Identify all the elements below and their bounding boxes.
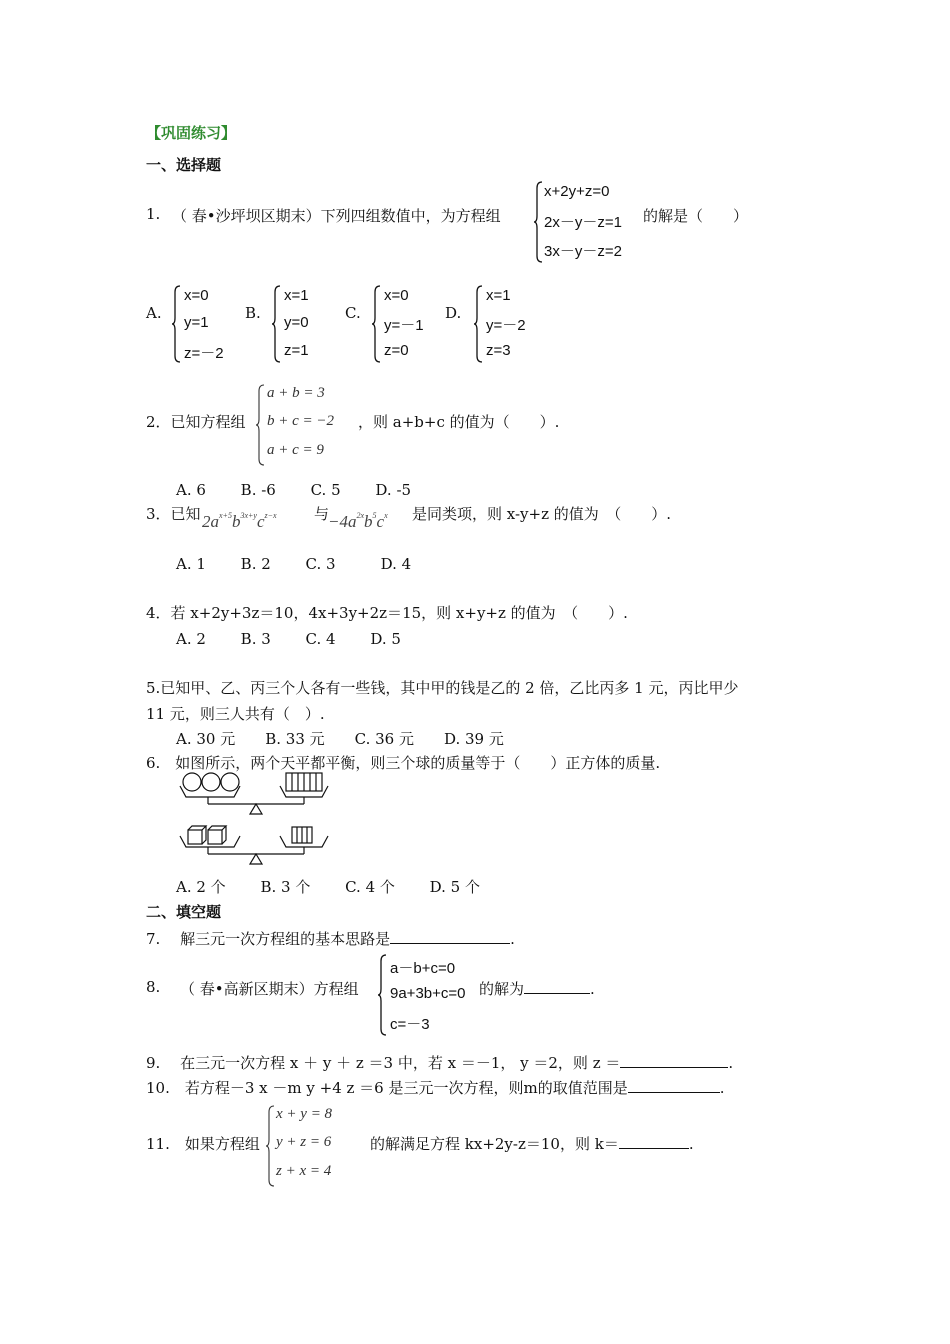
- q11-text: 11. 如果方程组: [146, 1135, 260, 1153]
- q8-eq: c=－3: [390, 1016, 430, 1033]
- answer-blank: [390, 929, 510, 944]
- option-line: z=－2: [184, 345, 224, 362]
- q8-system: [378, 953, 488, 1037]
- section-fill-title: 二、填空题: [146, 903, 222, 921]
- q11-eq: y + z = 6: [276, 1134, 332, 1150]
- q8-text: （ 春•高新区期末）方程组: [180, 980, 359, 998]
- q4-options: A. 2 B. 3 C. 4 D. 5: [176, 630, 401, 648]
- brace-icon: [372, 284, 382, 364]
- option-line: x=1: [486, 287, 511, 304]
- q8-number: 8.: [146, 978, 161, 996]
- q10-text: 10. 若方程－3 x －m y +4 z ＝6 是三元一次方程，则m的取值范围是 .: [146, 1079, 725, 1097]
- q1-option-b-label: B.: [245, 304, 261, 322]
- q1-eq-2: 2x－y－z=1: [544, 214, 622, 231]
- q1-option-b: [272, 284, 332, 364]
- brace-icon: [534, 180, 544, 264]
- q3-options: A. 1 B. 2 C. 3 D. 4: [176, 555, 412, 573]
- q11-text-after: 的解满足方程 kx+2y-z＝10，则 k＝ .: [370, 1135, 694, 1153]
- brace-icon: [172, 284, 182, 364]
- q2-eq: b + c = −2: [267, 413, 335, 429]
- option-line: z=0: [384, 342, 409, 359]
- q3-term-2: $-4a^{2x}b^5c^x$: [328, 511, 388, 531]
- balance-scale-1: [180, 773, 328, 814]
- option-line: x=0: [184, 287, 209, 304]
- q5-options: A. 30 元 B. 33 元 C. 36 元 D. 39 元: [176, 730, 504, 748]
- q2-text-after: ，则 a+b+c 的值为（ ）.: [358, 413, 560, 431]
- q1-option-d-label: D.: [445, 304, 462, 322]
- q7-text: 7. 解三元一次方程组的基本思路是 .: [146, 930, 515, 948]
- balance-scales-figure: [176, 770, 336, 870]
- balance-scale-2: [180, 826, 328, 864]
- q1-number: 1.: [146, 205, 161, 223]
- brace-icon: [272, 284, 282, 364]
- q1-text: （ 春•沙坪坝区期末）下列四组数值中，为方程组: [172, 207, 501, 225]
- option-line: y=－2: [486, 317, 526, 334]
- q4-text: 4．若 x+2y+3z＝10，4x+3y+2z＝15，则 x+y+z 的值为 （ ）.: [146, 604, 628, 622]
- option-line: z=3: [486, 342, 511, 359]
- answer-blank: [628, 1078, 720, 1093]
- option-line: y=0: [284, 314, 309, 331]
- brace-icon: [474, 284, 484, 364]
- q3-term-1: $2a^{x+5}b^{3x+y}c^{z-x}$: [202, 511, 277, 531]
- section-choice-title: 一、选择题: [146, 156, 222, 174]
- option-line: x=0: [384, 287, 409, 304]
- option-line: y=－1: [384, 317, 424, 334]
- q1-text-after: 的解是（ ）: [643, 207, 749, 225]
- page-heading: 【巩固练习】: [146, 124, 237, 142]
- q2-options: A. 6 B. -6 C. 5 D. -5: [176, 481, 412, 499]
- q1-option-d: [474, 284, 544, 364]
- q8-eq: a－b+c=0: [390, 960, 456, 977]
- q3-text: 3．已知: [146, 505, 201, 523]
- q1-option-a: [172, 284, 242, 364]
- q1-eq-3: 3x－y－z=2: [544, 243, 622, 260]
- q6-text: 6. 如图所示，两个天平都平衡，则三个球的质量等于（ ）正方体的质量.: [146, 754, 661, 772]
- q3-text-after: 是同类项，则 x-y+z 的值为 （ ）.: [412, 505, 672, 523]
- answer-blank: [620, 1053, 728, 1068]
- q11-eq: z + x = 4: [276, 1163, 332, 1179]
- q1-option-c: [372, 284, 442, 364]
- q2-eq: a + c = 9: [267, 442, 324, 458]
- q1-eq-1: x+2y+z=0: [544, 183, 610, 200]
- q8-text-after: 的解为 .: [479, 980, 595, 998]
- brace-icon: [266, 1104, 276, 1188]
- q2-eq: a + b = 3: [267, 385, 325, 401]
- q2-system: [256, 383, 366, 467]
- option-line: x=1: [284, 287, 309, 304]
- q9-text: 9. 在三元一次方程 x ＋ y ＋ z ＝3 中，若 x ＝－1， y ＝2，则 z ＝ .: [146, 1054, 734, 1072]
- answer-blank: [524, 979, 590, 994]
- brace-icon: [378, 953, 388, 1037]
- option-line: z=1: [284, 342, 309, 359]
- q5-text-line1: 5.已知甲、乙、丙三个人各有一些钱，其中甲的钱是乙的 2 倍，乙比丙多 1 元，丙比甲少: [146, 679, 739, 697]
- q1-option-a-label: A.: [146, 304, 162, 322]
- option-line: y=1: [184, 314, 209, 331]
- q1-option-c-label: C.: [345, 304, 361, 322]
- q6-options: A. 2 个 B. 3 个 C. 4 个 D. 5 个: [176, 878, 480, 896]
- q2-text: 2．已知方程组: [146, 413, 246, 431]
- answer-blank: [619, 1134, 689, 1149]
- q11-eq: x + y = 8: [276, 1106, 333, 1122]
- q3-connector: 与: [314, 505, 330, 523]
- q5-text-line2: 11 元，则三人共有（ ）.: [146, 705, 325, 723]
- q8-eq: 9a+3b+c=0: [390, 985, 466, 1002]
- q11-system: [266, 1104, 376, 1188]
- brace-icon: [256, 383, 266, 467]
- q1-system: [534, 180, 644, 264]
